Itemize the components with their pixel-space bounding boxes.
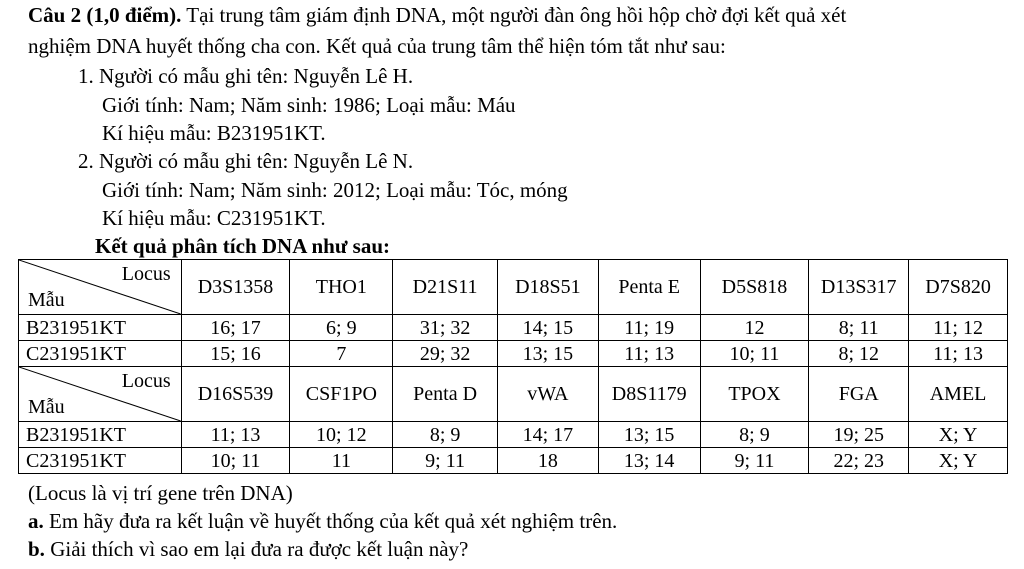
table-cell: X; Y	[909, 448, 1008, 474]
locus-header: TPOX	[700, 367, 809, 422]
table-row	[19, 341, 1008, 367]
header-sample-label: Mẫu	[28, 289, 65, 311]
table-cell: 18	[497, 448, 598, 474]
table-title	[95, 234, 390, 259]
table-cell: 19; 25	[809, 422, 909, 448]
table-cell: 8; 9	[393, 422, 498, 448]
table-cell: 10; 12	[290, 422, 393, 448]
part-a-text: Em hãy đưa ra kết luận về huyết thống của kết quả xét nghiệm trên.	[43, 509, 618, 533]
table-cell: 14; 15	[497, 315, 598, 341]
person-2-info: Giới tính: Nam; Năm sinh: 2012; Loại mẫu: Tóc, móng	[102, 178, 568, 202]
header-locus-label: Locus	[121, 263, 171, 285]
table-cell: 10; 11	[700, 341, 809, 367]
table-cell: 16; 17	[181, 315, 290, 341]
part-b	[28, 537, 468, 562]
part-b-label: b.	[28, 537, 45, 561]
locus-header: D18S51	[497, 260, 598, 315]
table-cell: 8; 12	[809, 341, 909, 367]
header-diagonal-cell	[19, 260, 182, 315]
dna-result-table	[18, 259, 1008, 474]
sample-label: C231951KT	[19, 448, 182, 474]
table-title-text: Kết quả phân tích DNA như sau:	[95, 234, 391, 258]
person-2-name: 2. Người có mẫu ghi tên: Nguyễn Lê N.	[78, 149, 414, 173]
table-cell: 31; 32	[393, 315, 498, 341]
table-cell: 7	[290, 341, 393, 367]
table-cell: 11	[290, 448, 393, 474]
table-cell: X; Y	[909, 422, 1008, 448]
locus-header: THO1	[290, 260, 393, 315]
person-1-info: Giới tính: Nam; Năm sinh: 1986; Loại mẫu: Máu	[102, 93, 516, 117]
locus-note: (Locus là vị trí gene trên DNA)	[28, 481, 293, 505]
locus-header: CSF1PO	[290, 367, 393, 422]
sample-label: B231951KT	[19, 315, 182, 341]
table-cell: 13; 14	[598, 448, 700, 474]
table-cell: 13; 15	[497, 341, 598, 367]
locus-header: Penta E	[598, 260, 700, 315]
locus-header: D16S539	[181, 367, 290, 422]
locus-header: vWA	[497, 367, 598, 422]
locus-header: AMEL	[909, 367, 1008, 422]
table-cell: 8; 9	[700, 422, 809, 448]
table-header-row-1	[19, 260, 1008, 315]
person-2-code: Kí hiệu mẫu: C231951KT.	[102, 206, 326, 230]
question-heading: Câu 2 (1,0 điểm).	[28, 3, 182, 27]
table-cell: 22; 23	[809, 448, 909, 474]
header-sample-label: Mẫu	[28, 396, 65, 418]
part-b-text: Giải thích vì sao em lại đưa ra được kết luận này?	[44, 537, 469, 561]
table-cell: 9; 11	[393, 448, 498, 474]
table-row	[19, 315, 1008, 341]
table-cell: 8; 11	[809, 315, 909, 341]
part-a	[28, 509, 617, 534]
question-intro-text: Tại trung tâm giám định DNA, một người đàn ông hồi hộp chờ đợi kết quả xét	[181, 3, 847, 27]
table-cell: 15; 16	[181, 341, 290, 367]
sample-label: C231951KT	[19, 341, 182, 367]
table-cell: 29; 32	[393, 341, 498, 367]
question-intro-line-2: nghiệm DNA huyết thống cha con. Kết quả của trung tâm thể hiện tóm tắt như sau:	[28, 34, 726, 58]
table-cell: 9; 11	[700, 448, 809, 474]
table-cell: 13; 15	[598, 422, 700, 448]
table-cell: 11; 13	[181, 422, 290, 448]
table-cell: 14; 17	[497, 422, 598, 448]
table-row	[19, 422, 1008, 448]
table-cell: 11; 12	[909, 315, 1008, 341]
table-cell: 11; 13	[909, 341, 1008, 367]
table-cell: 11; 19	[598, 315, 700, 341]
locus-header: D3S1358	[181, 260, 290, 315]
table-header-row-2	[19, 367, 1008, 422]
person-1-code: Kí hiệu mẫu: B231951KT.	[102, 121, 326, 145]
locus-header: Penta D	[393, 367, 498, 422]
table-cell: 10; 11	[181, 448, 290, 474]
question-intro-line-1	[28, 3, 846, 28]
table-cell: 6; 9	[290, 315, 393, 341]
header-diagonal-cell	[19, 367, 182, 422]
locus-header: D8S1179	[598, 367, 700, 422]
locus-header: D21S11	[393, 260, 498, 315]
table-cell: 12	[700, 315, 809, 341]
locus-header: D5S818	[700, 260, 809, 315]
locus-header: D13S317	[809, 260, 909, 315]
table-row	[19, 448, 1008, 474]
part-a-label: a.	[28, 509, 44, 533]
locus-header: FGA	[809, 367, 909, 422]
person-1-name: 1. Người có mẫu ghi tên: Nguyễn Lê H.	[78, 64, 414, 88]
table-cell: 11; 13	[598, 341, 700, 367]
header-locus-label: Locus	[121, 370, 171, 392]
sample-label: B231951KT	[19, 422, 182, 448]
locus-header: D7S820	[909, 260, 1008, 315]
